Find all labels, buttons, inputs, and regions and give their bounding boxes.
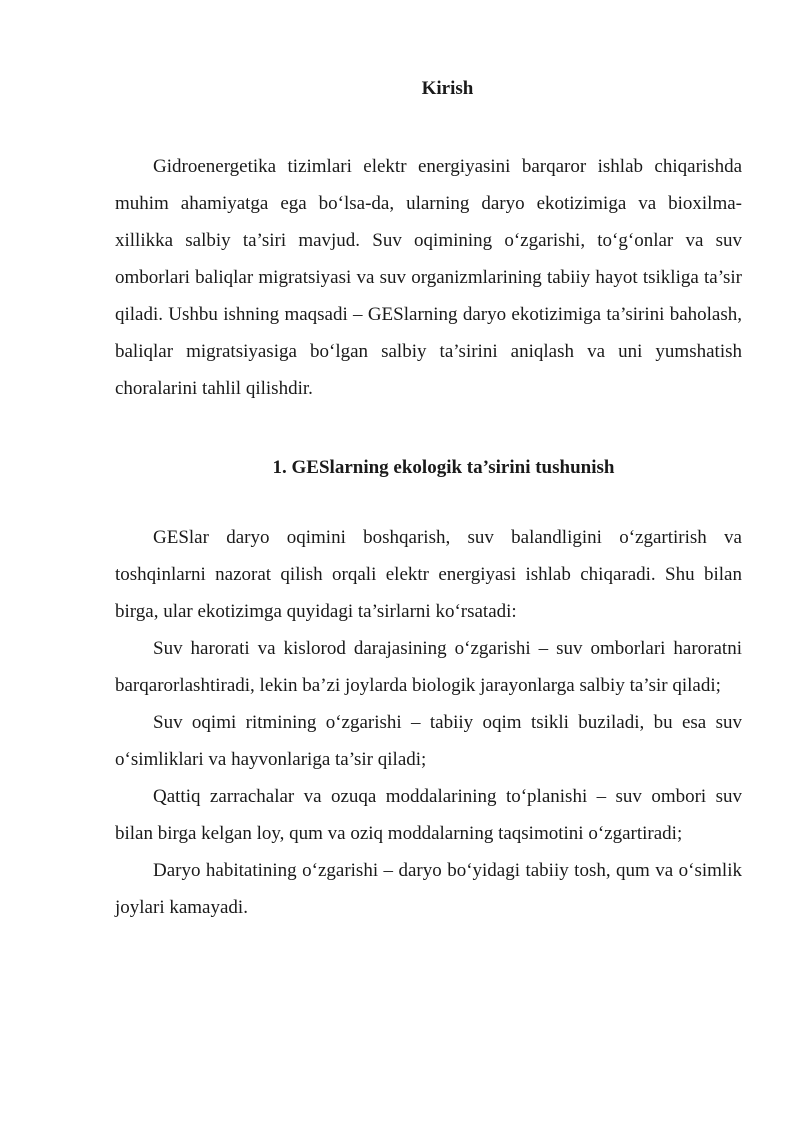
section-heading: 1. GESlarning ekologik ta’sirini tushunish xyxy=(272,457,615,478)
list-item-paragraph: Suv oqimi ritmining o‘zgarishi – tabiiy oqim tsikli buziladi, bu esa suv o‘simliklari va hayvonlariga ta’sir qiladi; xyxy=(115,712,742,770)
section-paragraph: GESlar daryo oqimini boshqarish, suv balandligini o‘zgartirish va toshqinlarni nazorat qilish orqali elektr energiyasi ishlab chiqaradi. Shu bilan birga, ular ekotizimga quyidagi ta’sirlarni ko‘rsatadi: xyxy=(115,527,742,622)
list-item-paragraph: Qattiq zarrachalar va ozuqa moddalarining to‘planishi – suv ombori suv bilan birga kelgan loy, qum va oziq moddalarning taqsimotini o‘zgartiradi; xyxy=(115,786,742,844)
list-item-paragraph: Daryo habitatining o‘zgarishi – daryo bo‘yidagi tabiiy tosh, qum va o‘simlik joylari kamayadi. xyxy=(115,860,742,918)
list-item-paragraph: Suv harorati va kislorod darajasining o‘zgarishi – suv omborlari haroratni barqarorlashtiradi, lekin ba’zi joylarda biologik jarayonlarga salbiy ta’sir qiladi; xyxy=(115,638,742,696)
page-title: Kirish xyxy=(421,78,474,99)
spacer xyxy=(115,106,742,148)
spacer xyxy=(115,485,742,519)
intro-paragraph: Gidroenergetika tizimlari elektr energiyasini barqaror ishlab chiqarishda muhim ahamiyatga ega bo‘lsa-da, ularning daryo ekotizimiga va bioxilma-xillikka salbiy ta’siri mavjud. Suv oqimining o‘zgarishi, to‘g‘onlar va suv omborlari baliqlar migratsiyasi va suv organizmlarining tabiiy hayot tsikliga ta’sir qiladi. Ushbu ishning maqsadi – GESlarning daryo ekotizimiga ta’sirini baholash, baliqlar migratsiyasiga bo‘lgan salbiy ta’sirini aniqlash va uni yumshatish choralarini tahlil qilishdir. xyxy=(115,156,742,399)
page-content xyxy=(115,72,742,926)
